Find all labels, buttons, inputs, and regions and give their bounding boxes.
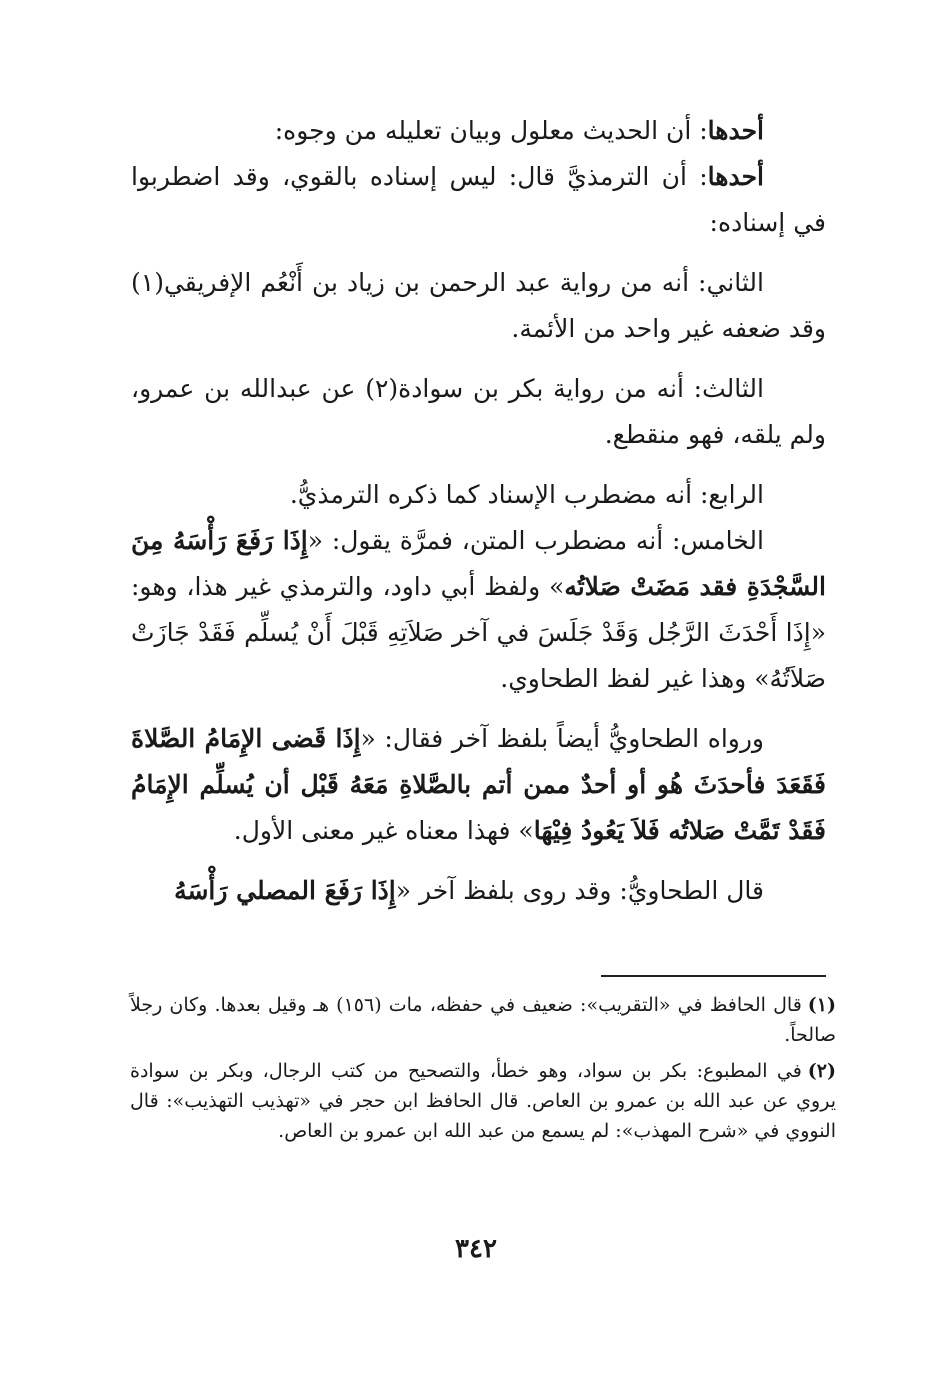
footnote-number: (٢) xyxy=(807,1060,836,1082)
footnotes xyxy=(130,990,836,1152)
paragraph-after: » ولفظ أبي داود، والترمذي غير هذا، وهو: «إِذَا أَحْدَثَ الرَّجُل وَقَدْ جَلَسَ في آخر صَلاَتِهِ قَبْلَ أَنْ يُسلِّم فَقَدْ جَازَتْ صَلاَتُهُ» وهذا غير لفظ الطحاوي. xyxy=(131,572,826,693)
paragraph-text: ورواه الطحاويُّ أيضاً بلفظ آخر فقال: « xyxy=(360,724,764,753)
paragraph-lead: أحدها xyxy=(707,116,764,145)
page-number: ٣٤٢ xyxy=(455,1234,497,1264)
footnote-1 xyxy=(130,990,836,1050)
paragraph-text: الخامس: أنه مضطرب المتن، فمرَّة يقول: « xyxy=(307,526,764,555)
paragraph-text: : أن الحديث معلول وبيان تعليله من وجوه: xyxy=(274,116,708,145)
footnote-separator xyxy=(601,975,826,977)
footnote-text: في المطبوع: بكر بن سواد، وهو خطأ، والتصحيح من كتب الرجال، وبكر بن سوادة يروي عن عبد الله بن عمرو بن العاص. قال الحافظ ابن حجر في «تهذيب التهذيب»: قال النووي في «شرح المهذب»: لم يسمع من عبد الله ابن عمرو بن العاص. xyxy=(130,1060,836,1142)
paragraph-1 xyxy=(131,108,826,154)
paragraph-text: : أن الترمذيَّ قال: ليس إسناده بالقوي، وقد اضطربوا في إسناده: xyxy=(131,162,826,237)
paragraph-lead: أحدها xyxy=(707,162,764,191)
paragraph-after: » فهذا معناه غير معنى الأول. xyxy=(233,816,534,845)
hadith-text: إِذَا رَفَعَ رَأْسَهُ مِنَ السَّجْدَةِ فقد مَضَتْ صَلاتُه xyxy=(131,526,826,601)
main-text xyxy=(131,108,826,914)
paragraph-8 xyxy=(131,868,826,914)
footnote-text: قال الحافظ في «التقريب»: ضعيف في حفظه، مات (١٥٦) هـ وقيل بعدها. وكان رجلاً صالحاً. xyxy=(130,994,836,1046)
paragraph-2 xyxy=(131,154,826,246)
paragraph-text: الثاني: أنه من رواية عبد الرحمن بن زياد بن أَنْعُم الإفريقي(١) وقد ضعفه غير واحد من الأئمة. xyxy=(131,268,826,343)
paragraph-7 xyxy=(131,716,826,854)
paragraph-3 xyxy=(131,260,826,352)
paragraph-text: الثالث: أنه من رواية بكر بن سوادة(٢) عن عبدالله بن عمرو، ولم يلقه، فهو منقطع. xyxy=(131,374,826,449)
paragraph-text: الرابع: أنه مضطرب الإسناد كما ذكره الترمذيُّ. xyxy=(289,480,764,509)
hadith-text: إِذَا قَضى الإِمَامُ الصَّلاةَ فَقَعَدَ فأحدَثَ هُو أو أحدٌ ممن أتم بالصَّلاةِ مَعَهُ قَبْل أن يُسلِّم الإِمَامُ فَقَدْ تَمَّتْ صَلاتُه فَلاَ يَعُودُ فِيْهَا xyxy=(131,724,826,845)
footnote-number: (١) xyxy=(807,994,836,1016)
paragraph-text: قال الطحاويُّ: وقد روى بلفظ آخر « xyxy=(395,876,764,905)
paragraph-5 xyxy=(131,472,826,518)
paragraph-6 xyxy=(131,518,826,702)
hadith-text: إِذَا رَفَعَ المصلي رَأْسَهُ xyxy=(174,876,396,905)
footnote-2 xyxy=(130,1056,836,1146)
paragraph-4 xyxy=(131,366,826,458)
